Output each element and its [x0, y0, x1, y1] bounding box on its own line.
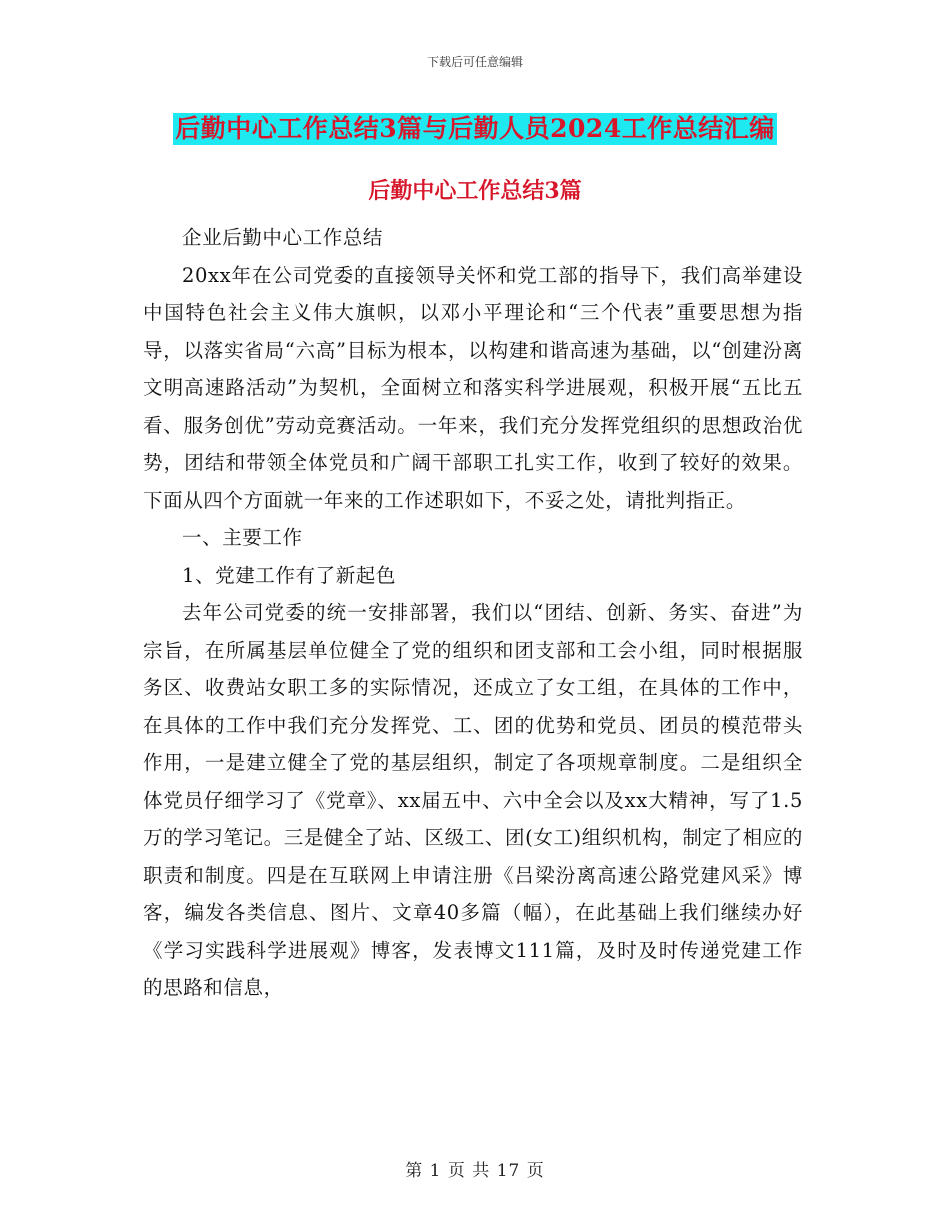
paragraph-intro: 20xx年在公司党委的直接领导关怀和党工部的指导下，我们高举建设中国特色社会主义伟大旗帜，以邓小平理论和“三个代表”重要思想为指导，以落实省局“六高”目标为根本，以构建和谐高速为基础，以“创建汾离文明高速路活动”为契机，全面树立和落实科学进展观，积极开展“五比五看、服务创优”劳动竞赛活动。一年来，我们充分发挥党组织的思想政治优势，团结和带领全体党员和广阔干部职工扎实工作，收到了较好的效果。下面从四个方面就一年来的工作述职如下，不妥之处，请批判指正。 [143, 263, 803, 512]
section-title: 后勤中心工作总结3篇 [368, 178, 582, 204]
paragraph-heading-party-building: 1、党建工作有了新起色 [182, 563, 397, 587]
paragraph-subtitle: 企业后勤中心工作总结 [182, 226, 384, 249]
document-title: 后勤中心工作总结3篇与后勤人员2024工作总结汇编 [175, 114, 775, 143]
document-title-container [0, 113, 950, 145]
paragraph-heading-main-work: 一、主要工作 [182, 526, 303, 549]
document-body [143, 219, 803, 1007]
paragraph-party-building-details: 去年公司党委的统一安排部署，我们以“团结、创新、务实、奋进”为宗旨，在所属基层单位健全了党的组织和团支部和工会小组，同时根据服务区、收费站女职工多的实际情况，还成立了女工组，在具体的工作中，在具体的工作中我们充分发挥党、工、团的优势和党员、团员的模范带头作用，一是建立健全了党的基层组织，制定了各项规章制度。二是组织全体党员仔细学习了《党章》、xx届五中、六中全会以及xx大精神，写了1.5万的学习笔记。三是健全了站、区级工、团(女工)组织机构，制定了相应的职责和制度。四是在互联网上申请注册《吕梁汾离高速公路党建风采》博客，编发各类信息、图片、文章40多篇（幅），在此基础上我们继续办好《学习实践科学进展观》博客，发表博文111篇，及时及时传递党建工作的思路和信息， [143, 601, 803, 999]
header-note: 下载后可任意编辑 [426, 55, 523, 69]
page-indicator: 第 1 页 共 17 页 [405, 1161, 545, 1181]
